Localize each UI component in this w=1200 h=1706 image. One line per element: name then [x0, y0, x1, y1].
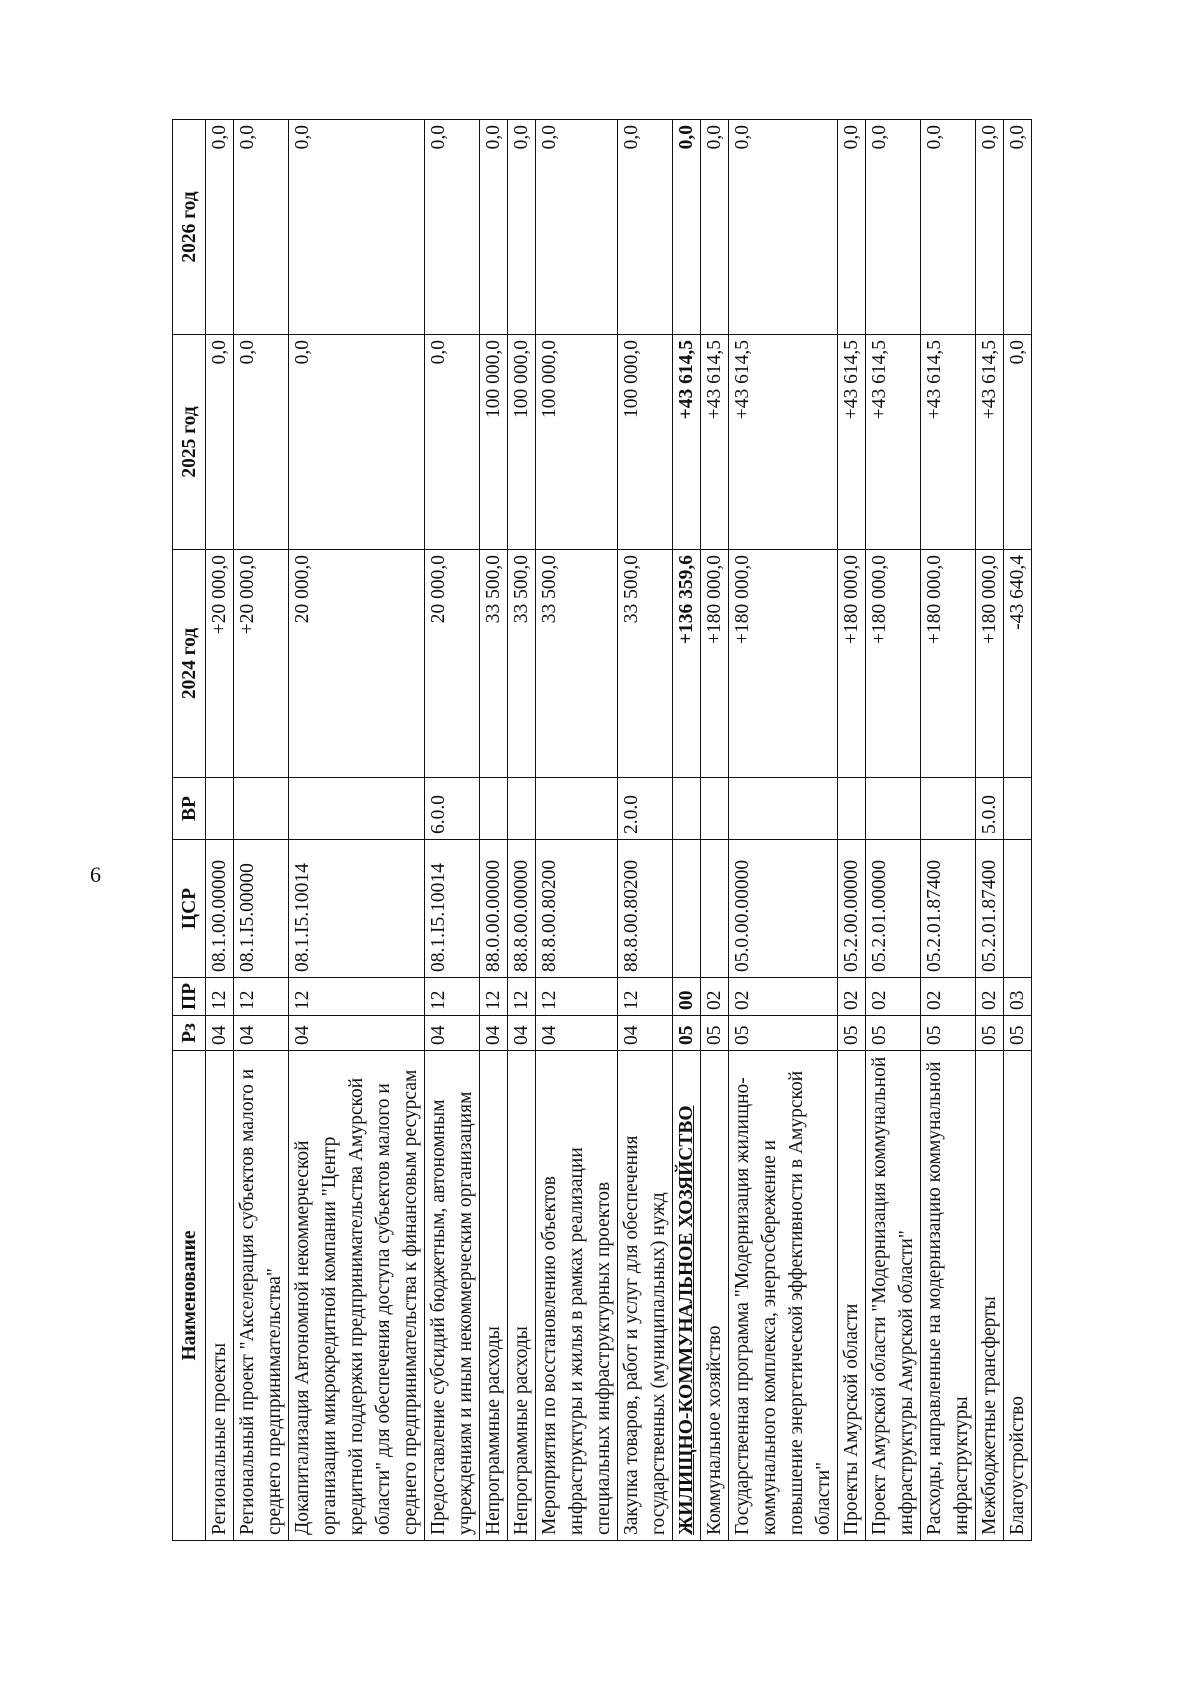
- cell-vr: [838, 778, 866, 840]
- page-number: 6: [90, 862, 101, 887]
- table-row: [206, 120, 234, 1541]
- cell-pr: 02: [976, 978, 1004, 1016]
- cell-csr: 05.0.00.00000: [729, 840, 838, 978]
- cell-csr: [701, 840, 729, 978]
- col-header-2025: 2025 год: [173, 335, 206, 550]
- cell-2025: +43 614,5: [701, 335, 729, 550]
- cell-pr: 03: [1004, 978, 1032, 1016]
- cell-pr: 12: [289, 978, 425, 1016]
- cell-csr: 88.8.00.80200: [536, 840, 618, 978]
- cell-rz: 05: [701, 1016, 729, 1051]
- cell-2025: 100 000,0: [480, 335, 508, 550]
- cell-2024: 20 000,0: [289, 550, 425, 778]
- col-header-rz: Рз: [173, 1016, 206, 1051]
- cell-rz: 04: [206, 1016, 234, 1051]
- cell-2026: 0,0: [508, 120, 536, 335]
- cell-pr: 00: [673, 978, 701, 1016]
- cell-2026: 0,0: [536, 120, 618, 335]
- cell-2026: 0,0: [1004, 120, 1032, 335]
- cell-pr: 12: [618, 978, 673, 1016]
- cell-2024: 33 500,0: [618, 550, 673, 778]
- cell-rz: 04: [289, 1016, 425, 1051]
- cell-pr: 12: [234, 978, 289, 1016]
- cell-2025: +43 614,5: [866, 335, 921, 550]
- col-header-vr: ВР: [173, 778, 206, 840]
- cell-vr: [234, 778, 289, 840]
- cell-2024: +136 359,6: [673, 550, 701, 778]
- cell-pr: 12: [206, 978, 234, 1016]
- cell-vr: [508, 778, 536, 840]
- cell-vr: [701, 778, 729, 840]
- cell-rz: 05: [1004, 1016, 1032, 1051]
- table-row: [866, 120, 921, 1541]
- cell-rz: 05: [976, 1016, 1004, 1051]
- cell-rz: 05: [673, 1016, 701, 1051]
- cell-name: Региональные проекты: [206, 1051, 234, 1541]
- col-header-pr: ПР: [173, 978, 206, 1016]
- cell-2026: 0,0: [425, 120, 480, 335]
- cell-csr: 08.1.I5.10014: [289, 840, 425, 978]
- cell-2024: +180 000,0: [729, 550, 838, 778]
- table-row: [729, 120, 838, 1541]
- cell-2024: +180 000,0: [921, 550, 976, 778]
- cell-name: Непрограммные расходы: [480, 1051, 508, 1541]
- cell-2026: 0,0: [701, 120, 729, 335]
- col-header-csr: ЦСР: [173, 840, 206, 978]
- col-header-name: Наименование: [173, 1051, 206, 1541]
- cell-2026: 0,0: [838, 120, 866, 335]
- table-body: [206, 120, 1032, 1541]
- cell-2026: 0,0: [234, 120, 289, 335]
- cell-pr: 02: [866, 978, 921, 1016]
- cell-csr: 05.2.00.00000: [838, 840, 866, 978]
- cell-2024: 33 500,0: [480, 550, 508, 778]
- cell-vr: [206, 778, 234, 840]
- cell-rz: 05: [866, 1016, 921, 1051]
- cell-vr: [1004, 778, 1032, 840]
- cell-vr: [921, 778, 976, 840]
- table-row: [289, 120, 425, 1541]
- table-row: [701, 120, 729, 1541]
- cell-pr: 02: [838, 978, 866, 1016]
- cell-pr: 02: [921, 978, 976, 1016]
- cell-2024: +180 000,0: [976, 550, 1004, 778]
- table-row: [508, 120, 536, 1541]
- cell-pr: 12: [508, 978, 536, 1016]
- cell-pr: 02: [701, 978, 729, 1016]
- cell-csr: 88.0.00.00000: [480, 840, 508, 978]
- cell-rz: 04: [480, 1016, 508, 1051]
- col-header-2024: 2024 год: [173, 550, 206, 778]
- cell-2026: 0,0: [729, 120, 838, 335]
- cell-2025: +43 614,5: [729, 335, 838, 550]
- table-row: [673, 120, 701, 1541]
- table-row: [618, 120, 673, 1541]
- cell-2026: 0,0: [976, 120, 1004, 335]
- header-row: [173, 120, 206, 1541]
- cell-vr: [289, 778, 425, 840]
- cell-2025: +43 614,5: [921, 335, 976, 550]
- cell-name: Благоустройство: [1004, 1051, 1032, 1541]
- cell-csr: 08.1.I5.00000: [234, 840, 289, 978]
- cell-name: Межбюджетные трансферты: [976, 1051, 1004, 1541]
- cell-2026: 0,0: [866, 120, 921, 335]
- cell-2025: +43 614,5: [673, 335, 701, 550]
- cell-name: Коммунальное хозяйство: [701, 1051, 729, 1541]
- cell-name: Государственная программа "Модернизация жилищно-коммунального комплекса, энергосбережение и повышение энергетической эффективности в Амурской области": [729, 1051, 838, 1541]
- cell-2024: +20 000,0: [206, 550, 234, 778]
- cell-vr: [866, 778, 921, 840]
- cell-2024: 20 000,0: [425, 550, 480, 778]
- cell-csr: 08.1.00.00000: [206, 840, 234, 978]
- cell-csr: 88.8.00.80200: [618, 840, 673, 978]
- cell-name: Проекты Амурской области: [838, 1051, 866, 1541]
- cell-2024: +180 000,0: [701, 550, 729, 778]
- cell-rz: 04: [536, 1016, 618, 1051]
- cell-2025: +43 614,5: [976, 335, 1004, 550]
- cell-vr: [729, 778, 838, 840]
- cell-csr: 88.8.00.00000: [508, 840, 536, 978]
- cell-csr: [1004, 840, 1032, 978]
- cell-2025: 0,0: [206, 335, 234, 550]
- cell-vr: 2.0.0: [618, 778, 673, 840]
- table-row: [838, 120, 866, 1541]
- cell-pr: 12: [480, 978, 508, 1016]
- cell-vr: 5.0.0: [976, 778, 1004, 840]
- cell-2025: 0,0: [1004, 335, 1032, 550]
- table-row: [536, 120, 618, 1541]
- cell-rz: 05: [838, 1016, 866, 1051]
- cell-2024: 33 500,0: [536, 550, 618, 778]
- cell-2026: 0,0: [206, 120, 234, 335]
- cell-2026: 0,0: [673, 120, 701, 335]
- cell-name: Предоставление субсидий бюджетным, автономным учреждениям и иным некоммерческим организациям: [425, 1051, 480, 1541]
- table-row: [976, 120, 1004, 1541]
- table-row: [480, 120, 508, 1541]
- cell-2024: +180 000,0: [866, 550, 921, 778]
- cell-2024: 33 500,0: [508, 550, 536, 778]
- cell-csr: [673, 840, 701, 978]
- cell-2026: 0,0: [921, 120, 976, 335]
- cell-vr: [673, 778, 701, 840]
- cell-2025: 0,0: [234, 335, 289, 550]
- cell-rz: 05: [729, 1016, 838, 1051]
- cell-csr: 05.2.01.87400: [921, 840, 976, 978]
- cell-rz: 04: [618, 1016, 673, 1051]
- cell-csr: 05.2.01.87400: [976, 840, 1004, 978]
- cell-csr: 08.1.I5.10014: [425, 840, 480, 978]
- table-row: [921, 120, 976, 1541]
- cell-vr: [480, 778, 508, 840]
- cell-2024: +180 000,0: [838, 550, 866, 778]
- cell-name: Докапитализация Автономной некоммерческой организации микрокредитной компании "Центр кредитной поддержки предпринимательства Амурской области" для обеспечения доступа субъектов малого и среднего предпринимательства к финансовым ресурсам: [289, 1051, 425, 1541]
- col-header-2026: 2026 год: [173, 120, 206, 335]
- cell-2024: -43 640,4: [1004, 550, 1032, 778]
- cell-name: Проект Амурской области "Модернизация коммунальной инфраструктуры Амурской области": [866, 1051, 921, 1541]
- rotated-table-container: [172, 120, 1092, 1541]
- cell-csr: 05.2.01.00000: [866, 840, 921, 978]
- table-row: [1004, 120, 1032, 1541]
- table-row: [425, 120, 480, 1541]
- cell-2025: 0,0: [425, 335, 480, 550]
- cell-rz: 04: [425, 1016, 480, 1051]
- cell-2025: 100 000,0: [508, 335, 536, 550]
- cell-rz: 04: [234, 1016, 289, 1051]
- table-row: [234, 120, 289, 1541]
- budget-table: [172, 119, 1032, 1541]
- cell-name: Непрограммные расходы: [508, 1051, 536, 1541]
- cell-2026: 0,0: [618, 120, 673, 335]
- cell-2025: 0,0: [289, 335, 425, 550]
- cell-name: Мероприятия по восстановлению объектов инфраструктуры и жилья в рамках реализации специальных инфраструктурных проектов: [536, 1051, 618, 1541]
- cell-rz: 04: [508, 1016, 536, 1051]
- cell-2024: +20 000,0: [234, 550, 289, 778]
- cell-name: Закупка товаров, работ и услуг для обеспечения государственных (муниципальных) нужд: [618, 1051, 673, 1541]
- cell-2026: 0,0: [289, 120, 425, 335]
- cell-2026: 0,0: [480, 120, 508, 335]
- cell-name: Расходы, направленные на модернизацию коммунальной инфраструктуры: [921, 1051, 976, 1541]
- cell-pr: 02: [729, 978, 838, 1016]
- cell-pr: 12: [536, 978, 618, 1016]
- cell-name: ЖИЛИЩНО-КОММУНАЛЬНОЕ ХОЗЯЙСТВО: [673, 1051, 701, 1541]
- cell-name: Региональный проект "Акселерация субъектов малого и среднего предпринимательства": [234, 1051, 289, 1541]
- cell-rz: 05: [921, 1016, 976, 1051]
- cell-pr: 12: [425, 978, 480, 1016]
- cell-vr: [536, 778, 618, 840]
- cell-2025: +43 614,5: [838, 335, 866, 550]
- cell-vr: 6.0.0: [425, 778, 480, 840]
- cell-2025: 100 000,0: [536, 335, 618, 550]
- cell-2025: 100 000,0: [618, 335, 673, 550]
